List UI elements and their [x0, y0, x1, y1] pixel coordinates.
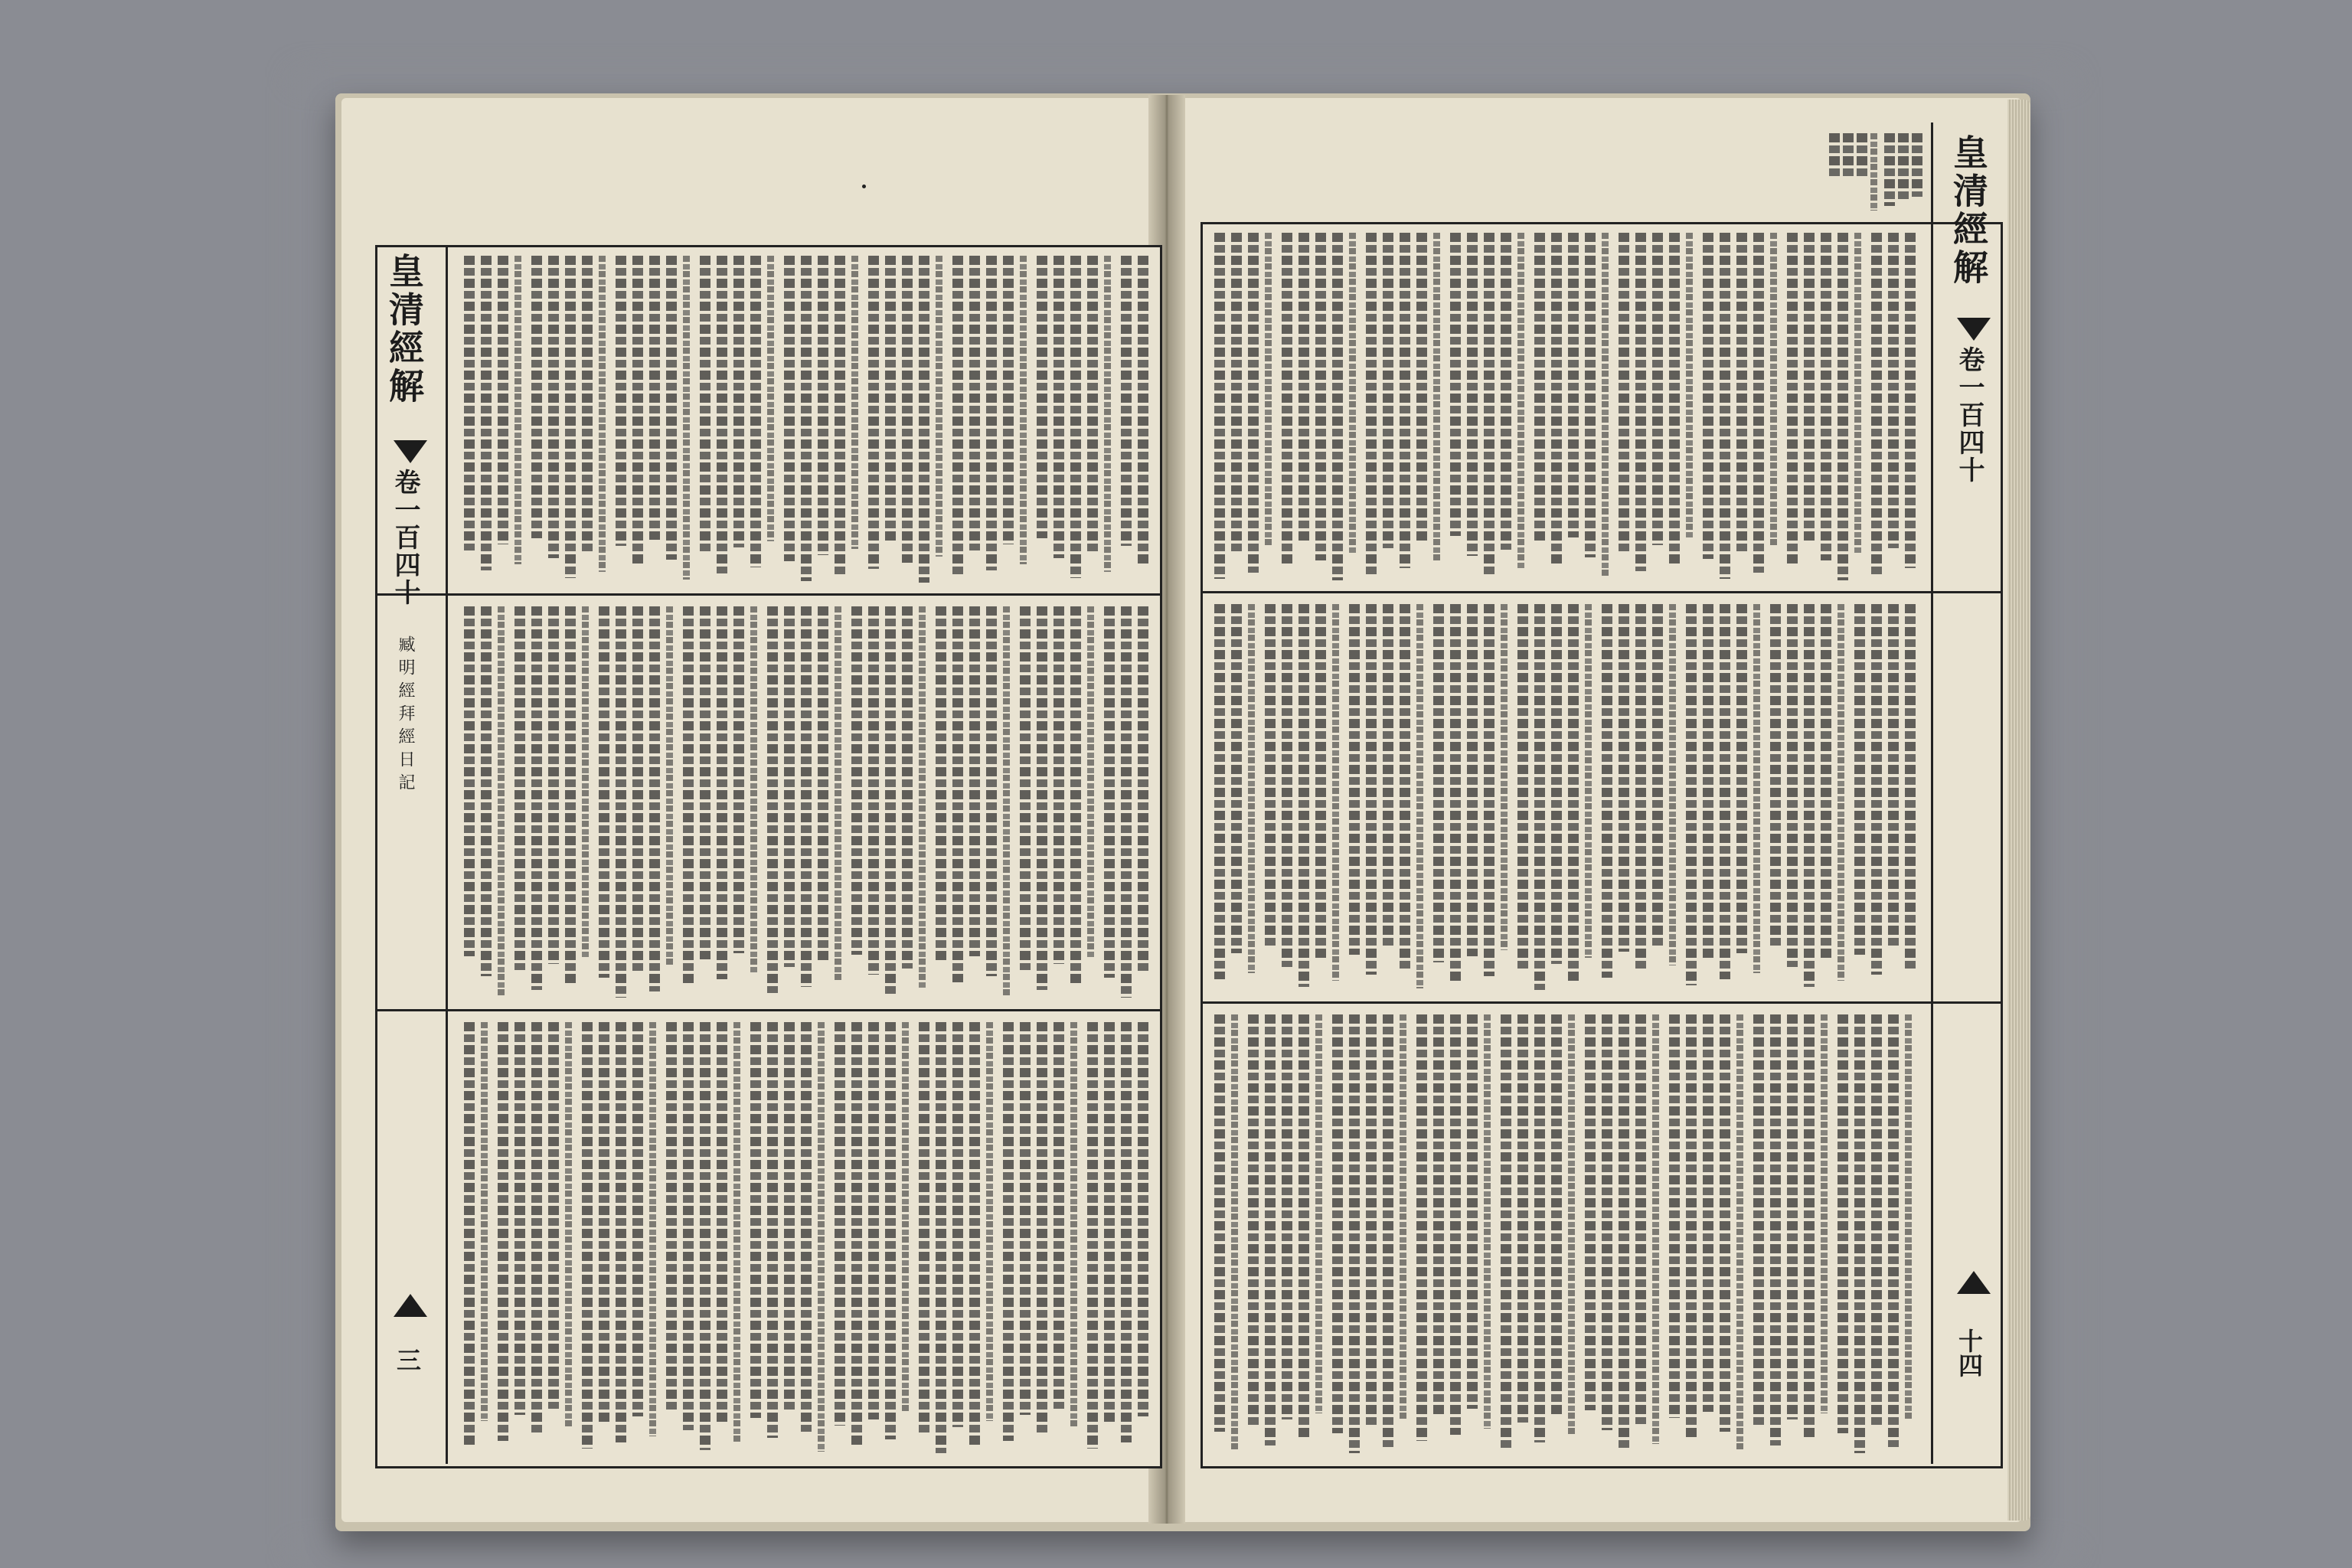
text-column [1585, 233, 1596, 557]
text-column [514, 256, 521, 564]
text-column [632, 256, 643, 566]
text-column [666, 256, 677, 560]
text-column [599, 256, 606, 572]
text-column [1568, 1014, 1575, 1436]
text-column [919, 256, 929, 583]
text-column [1787, 1014, 1798, 1419]
text-column [1838, 604, 1844, 981]
text-column [1551, 233, 1562, 564]
text-column [582, 256, 593, 552]
text-column [919, 606, 926, 988]
text-column [1602, 1014, 1612, 1430]
text-column [514, 606, 525, 970]
text-column [1619, 233, 1629, 551]
right-register-rule-1 [1200, 591, 2001, 593]
right-fish-tail-top [1957, 318, 1991, 341]
text-column [1020, 1022, 1031, 1415]
text-column [1104, 606, 1115, 978]
text-column [1804, 233, 1815, 541]
text-column [1517, 604, 1528, 970]
text-column [700, 606, 710, 959]
text-column [1534, 1014, 1545, 1442]
text-column [1821, 1014, 1828, 1413]
text-column [1298, 1014, 1309, 1439]
text-column [1652, 233, 1663, 545]
text-column [683, 1022, 694, 1430]
text-column [767, 1022, 778, 1438]
text-column [952, 606, 963, 982]
left-register-rule-2 [375, 1009, 1160, 1011]
text-column [1501, 604, 1508, 950]
text-column [700, 1022, 710, 1450]
text-column [632, 606, 643, 972]
text-column [1534, 233, 1545, 544]
text-column [649, 256, 660, 540]
text-column [481, 606, 492, 976]
text-column [851, 256, 858, 549]
text-column [1054, 256, 1064, 558]
text-column [1450, 1014, 1461, 1435]
text-column [1821, 604, 1831, 961]
text-column [1138, 1022, 1148, 1416]
text-column [464, 606, 475, 956]
text-column [1450, 604, 1461, 982]
text-column [1037, 606, 1047, 990]
page-edges [2007, 100, 2030, 1521]
text-column [1551, 604, 1562, 964]
text-column [1635, 604, 1646, 972]
text-column [1635, 1014, 1646, 1424]
text-column [1054, 1022, 1064, 1409]
text-column [986, 1022, 993, 1421]
text-column [1121, 1022, 1132, 1442]
text-column [986, 606, 997, 976]
text-column [1315, 1014, 1322, 1413]
text-column [616, 1022, 626, 1442]
text-column [767, 606, 778, 993]
text-column [936, 256, 942, 557]
right-folio: 十四 [1955, 1328, 1984, 1377]
text-column [1332, 1014, 1343, 1433]
text-column [1912, 133, 1922, 197]
text-column [1121, 606, 1132, 998]
text-column [1020, 606, 1031, 970]
text-column [1703, 233, 1713, 559]
text-column [616, 606, 626, 998]
text-column [1854, 233, 1861, 554]
left-register-rule-1 [375, 593, 1160, 596]
text-column [1366, 1014, 1377, 1427]
text-column [1214, 604, 1225, 979]
text-column [1898, 133, 1909, 201]
text-column [1467, 233, 1478, 556]
text-column [1843, 133, 1854, 179]
text-column [1871, 604, 1882, 975]
left-margin-rule [446, 245, 448, 1464]
text-column [750, 256, 761, 567]
text-column [1265, 1014, 1276, 1446]
text-column [1703, 604, 1713, 959]
text-column [835, 606, 841, 981]
text-column [1087, 256, 1098, 552]
text-column [1787, 604, 1798, 967]
text-column [717, 1022, 727, 1424]
text-column [784, 256, 795, 561]
text-column [481, 256, 492, 570]
left-margin-title: 皇清經解 [384, 253, 425, 406]
left-fish-tail-bottom [394, 1294, 427, 1317]
text-column [1602, 604, 1612, 978]
text-column [1884, 133, 1895, 206]
text-column [1231, 233, 1242, 553]
text-column [1871, 233, 1882, 574]
ink-speck [862, 185, 866, 188]
text-column [1298, 604, 1309, 987]
text-column [1400, 604, 1410, 969]
text-column [784, 1022, 795, 1412]
text-column [936, 606, 946, 962]
text-column [1484, 604, 1494, 976]
text-column [1804, 1014, 1815, 1439]
text-column [1585, 1014, 1596, 1410]
text-column [565, 256, 576, 578]
text-column [1720, 233, 1730, 579]
text-column [1315, 233, 1326, 560]
text-column [1857, 133, 1867, 179]
text-column [1585, 604, 1592, 958]
text-column [683, 606, 694, 985]
text-column [767, 256, 774, 541]
text-column [1829, 133, 1840, 179]
text-column [1736, 604, 1747, 953]
text-column [902, 606, 913, 969]
text-column [1248, 604, 1255, 973]
text-column [531, 1022, 542, 1435]
text-column [851, 606, 862, 955]
text-column [1383, 233, 1393, 548]
text-column [952, 256, 963, 577]
text-column [1568, 604, 1579, 984]
text-column [1871, 1014, 1882, 1427]
text-column [1138, 256, 1148, 566]
text-column [1087, 606, 1094, 958]
text-column [851, 1022, 862, 1446]
text-column [531, 606, 542, 990]
text-column [1770, 233, 1777, 547]
text-column [835, 1022, 845, 1426]
text-column [1138, 606, 1148, 972]
text-column [1416, 1014, 1427, 1441]
text-column [531, 256, 542, 538]
text-column [1282, 233, 1292, 567]
text-column [1686, 1014, 1697, 1438]
text-column [733, 606, 744, 953]
text-column [868, 606, 879, 975]
left-folio: 三 [393, 1348, 422, 1372]
text-column [1349, 604, 1360, 955]
text-column [1433, 233, 1440, 562]
text-column [1332, 233, 1343, 580]
text-column [1003, 256, 1014, 544]
text-column [1669, 1014, 1680, 1418]
text-column [936, 1022, 946, 1453]
text-column [1265, 604, 1276, 947]
text-column [717, 256, 727, 573]
text-column [733, 256, 744, 547]
text-column [1366, 233, 1377, 574]
text-column [818, 256, 828, 555]
left-margin-subtitle: 臧明經拜經日記 [396, 635, 415, 796]
text-column [514, 1022, 525, 1415]
text-column [801, 256, 812, 581]
text-column [986, 256, 997, 570]
text-column [1383, 1014, 1393, 1447]
text-column [1349, 1014, 1360, 1453]
text-column [1888, 1014, 1899, 1447]
text-column [952, 1022, 963, 1427]
text-column [1298, 233, 1309, 541]
text-column [1037, 1022, 1047, 1435]
text-column [1070, 1022, 1077, 1429]
text-column [1433, 1014, 1444, 1415]
text-column [1888, 604, 1899, 949]
text-column [1854, 1014, 1865, 1453]
text-column [835, 256, 845, 575]
text-column [1037, 256, 1047, 538]
text-column [1753, 604, 1760, 973]
text-column [565, 606, 576, 984]
text-column [649, 1022, 656, 1436]
text-column [885, 606, 896, 995]
right-margin-title: 皇清經解 [1948, 134, 1989, 287]
text-column [632, 1022, 643, 1416]
text-column [1416, 233, 1427, 542]
text-column [1568, 233, 1579, 537]
text-column [599, 1022, 609, 1423]
text-column [565, 1022, 572, 1429]
text-column [1551, 1014, 1562, 1416]
text-column [1619, 1014, 1629, 1450]
text-column [1652, 1014, 1659, 1444]
text-column [683, 256, 690, 580]
text-column [1020, 256, 1027, 564]
text-column [1467, 604, 1478, 956]
text-column [1332, 604, 1339, 981]
text-column [649, 606, 660, 991]
text-column [868, 1022, 879, 1419]
text-column [1602, 233, 1609, 577]
text-column [1400, 233, 1410, 568]
text-column [498, 256, 508, 544]
text-column [1787, 233, 1798, 567]
text-column [1501, 233, 1511, 550]
text-column [666, 606, 673, 965]
right-margin-rule [1931, 122, 1933, 1464]
text-column [818, 606, 828, 961]
text-column [1838, 1014, 1848, 1433]
text-column [733, 1022, 740, 1444]
text-column [902, 1022, 909, 1413]
text-column [1484, 233, 1494, 576]
text-column [1838, 233, 1848, 580]
text-column [1821, 233, 1831, 560]
left-margin-volume: 卷一百四十 [390, 469, 420, 606]
text-column [481, 1022, 488, 1421]
text-column [1231, 604, 1242, 953]
text-column [464, 256, 475, 550]
text-column [1669, 604, 1676, 965]
text-column [1121, 256, 1132, 546]
text-column [969, 256, 980, 550]
text-column [1905, 1014, 1912, 1421]
text-column [1619, 604, 1629, 952]
text-column [1104, 256, 1111, 572]
text-column [1315, 604, 1326, 961]
text-column [1501, 1014, 1511, 1449]
text-column [1635, 233, 1646, 571]
text-column [1870, 133, 1877, 211]
text-column [1720, 604, 1730, 979]
text-column [1366, 604, 1377, 975]
text-column [717, 606, 727, 979]
text-column [498, 1022, 508, 1441]
right-register-rule-2 [1200, 1001, 2001, 1004]
text-column [919, 1022, 929, 1433]
text-column [885, 256, 896, 543]
text-column [1736, 233, 1747, 553]
text-column [1070, 606, 1081, 984]
text-column [498, 606, 505, 996]
left-fish-tail-top [394, 440, 427, 463]
text-column [1231, 1014, 1238, 1452]
text-column [666, 1022, 677, 1410]
text-column [1854, 604, 1865, 955]
text-column [700, 256, 710, 554]
text-column [868, 256, 879, 569]
text-column [1720, 1014, 1730, 1432]
text-column [750, 606, 757, 973]
text-column [1433, 604, 1444, 962]
text-column [1517, 1014, 1528, 1423]
text-column [1349, 233, 1356, 554]
right-margin-volume: 卷一百四十 [1954, 346, 1984, 484]
text-column [969, 1022, 980, 1447]
text-column [1265, 233, 1272, 547]
text-column [1003, 1022, 1014, 1441]
text-column [1753, 1014, 1764, 1426]
text-column [1888, 233, 1899, 548]
text-column [1467, 1014, 1478, 1409]
text-column [750, 1022, 761, 1418]
text-column [1753, 233, 1764, 573]
text-column [616, 256, 626, 546]
text-column [1214, 1014, 1225, 1432]
text-column [1282, 1014, 1292, 1419]
text-column [1669, 233, 1680, 565]
text-column [969, 606, 980, 956]
right-fish-tail-bottom [1957, 1271, 1991, 1294]
text-column [1517, 233, 1524, 570]
text-column [548, 1022, 559, 1409]
text-column [1484, 1014, 1491, 1429]
text-column [1416, 604, 1423, 988]
text-column [548, 606, 559, 964]
text-column [1770, 1014, 1781, 1446]
text-column [1703, 1014, 1713, 1412]
text-column [902, 256, 913, 563]
text-column [1686, 604, 1697, 985]
text-column [818, 1022, 825, 1452]
text-column [582, 606, 589, 958]
text-column [801, 1022, 812, 1432]
text-column [1104, 1022, 1115, 1423]
text-column [1804, 604, 1815, 987]
text-column [1003, 606, 1010, 996]
text-column [1400, 1014, 1406, 1421]
text-column [1450, 233, 1461, 536]
text-column [885, 1022, 896, 1439]
text-column [1905, 233, 1916, 568]
text-column [1214, 233, 1225, 579]
text-column [1054, 606, 1064, 964]
text-column [599, 606, 609, 978]
text-column [784, 606, 795, 967]
text-column [1282, 604, 1292, 967]
text-column [1248, 233, 1259, 573]
text-column [1534, 604, 1545, 990]
text-column [548, 256, 559, 558]
text-column [801, 606, 812, 987]
text-column [1770, 604, 1781, 947]
text-column [582, 1022, 593, 1449]
text-column [1248, 1014, 1259, 1426]
text-column [1905, 604, 1916, 969]
text-column [1383, 604, 1393, 949]
text-column [1736, 1014, 1743, 1452]
text-column [1686, 233, 1693, 539]
text-column [1652, 604, 1663, 946]
text-column [1087, 1022, 1098, 1449]
text-column [1070, 256, 1081, 578]
text-column [464, 1022, 475, 1447]
